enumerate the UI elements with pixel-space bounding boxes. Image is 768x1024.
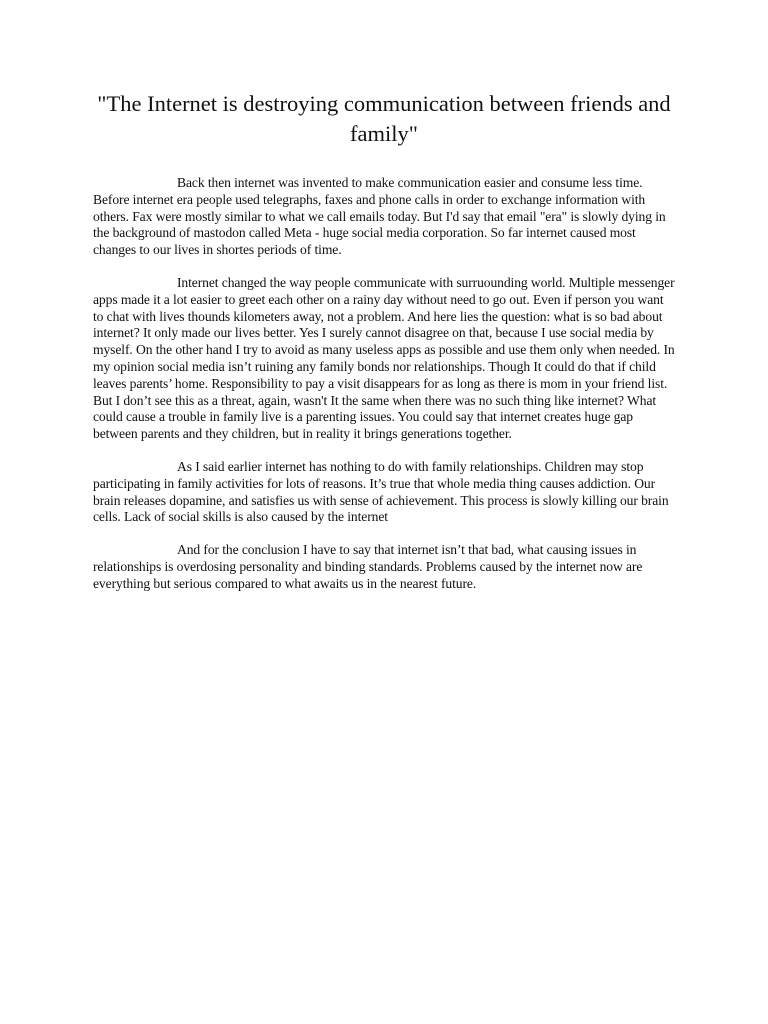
paragraph-3: As I said earlier internet has nothing to do with family relationships. Children may stop participating in family activities for lots of reasons. It’s true that whole media thing causes addiction. Our brain releases dopamine, and satisfies us with sense of achievement. This process is slowly killing our brain cells. Lack of social skills is also caused by the internet xyxy=(93,458,669,525)
paragraph-2: Internet changed the way people communicate with surruounding world. Multiple messenger apps made it a lot easier to greet each other on a rainy day without need to go out. Even if person you want to chat with lives thounds kilometers away, not a problem. And here lies the question: what is so bad about internet? It only made our lives better. Yes I surely cannot disagree on that, because I use social media by myself. On the other hand I try to avoid as many useless apps as possible and use them only when needed. In my opinion social media isn’t ruining any family bonds nor relationships. Though It could do that if child leaves parents’ home. Responsibility to pay a visit disappears for as long as there is mom in your friend list. But I don’t see this as a threat, again, wasn't It the same when there was no such thing like internet? What could cause a trouble in family live is a parenting issues. You could say that internet creates huge gap between parents and they children, but in reality it brings generations together. xyxy=(93,274,675,442)
document-body xyxy=(93,175,675,609)
document-title: "The Internet is destroying communication between friends and family" xyxy=(97,91,671,146)
paragraph-1: Back then internet was invented to make communication easier and consume less time. Before internet era people used telegraphs, faxes and phone calls in order to exchange information with others. Fax were mostly similar to what we call emails today. But I'd say that email "era" is slowly dying in the background of mastodon called Meta - huge social media corporation. So far internet caused most changes to our lives in shortes periods of time. xyxy=(93,175,666,258)
paragraph-4: And for the conclusion I have to say that internet isn’t that bad, what causing issues in relationships is overdosing personality and binding standards. Problems caused by the internet now are everything but serious compared to what awaits us in the nearest future. xyxy=(93,542,643,591)
